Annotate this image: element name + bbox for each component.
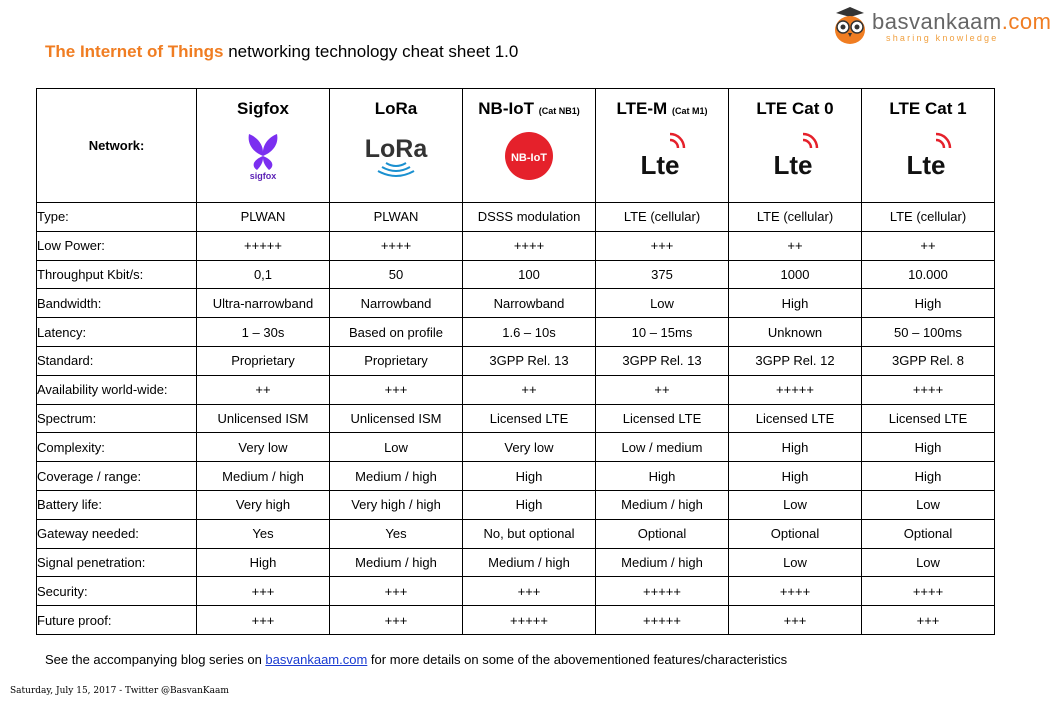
table-cell: Very high: [197, 490, 330, 519]
table-cell: High: [862, 462, 995, 491]
table-cell: 3GPP Rel. 13: [463, 346, 596, 375]
table-cell: 100: [463, 260, 596, 289]
footer-prefix: See the accompanying blog series on: [45, 652, 266, 667]
table-cell: Medium / high: [463, 548, 596, 577]
lora-logo-text: LoRa: [364, 135, 428, 163]
table-cell: +++++: [197, 231, 330, 260]
sigfox-logo-icon: [233, 130, 293, 182]
table-cell: PLWAN: [330, 203, 463, 232]
table-cell: Yes: [330, 519, 463, 548]
row-label: Bandwidth:: [37, 289, 197, 318]
table-cell: LTE (cellular): [596, 203, 729, 232]
header-row: [37, 89, 995, 203]
table-cell: 3GPP Rel. 8: [862, 346, 995, 375]
table-cell: Unlicensed ISM: [197, 404, 330, 433]
table-cell: High: [463, 462, 596, 491]
table-cell: Low: [729, 490, 862, 519]
table-cell: Proprietary: [330, 346, 463, 375]
blog-link[interactable]: basvankaam.com: [265, 652, 368, 667]
table-row: [37, 519, 995, 548]
table-cell: Licensed LTE: [463, 404, 596, 433]
table-cell: 3GPP Rel. 13: [596, 346, 729, 375]
comparison-table: [36, 88, 995, 635]
nb-iot-logo-icon: [503, 130, 555, 182]
lte-logo-text: Lte: [640, 150, 680, 180]
table-cell: ++++: [463, 231, 596, 260]
table-cell: Narrowband: [463, 289, 596, 318]
table-cell: 0,1: [197, 260, 330, 289]
table-row: [37, 231, 995, 260]
table-cell: Low: [596, 289, 729, 318]
row-label: Latency:: [37, 318, 197, 347]
table-cell: ++: [463, 375, 596, 404]
table-cell: Licensed LTE: [596, 404, 729, 433]
table-cell: Ultra-narrowband: [197, 289, 330, 318]
col-name: LoRa: [374, 99, 418, 118]
table-cell: ++: [862, 231, 995, 260]
table-cell: Low: [862, 548, 995, 577]
table-cell: Medium / high: [596, 490, 729, 519]
row-label: Signal penetration:: [37, 548, 197, 577]
table-cell: Unknown: [729, 318, 862, 347]
table-cell: Optional: [729, 519, 862, 548]
table-row: [37, 346, 995, 375]
table-cell: 1 – 30s: [197, 318, 330, 347]
table-cell: 50: [330, 260, 463, 289]
col-head-nb-iot: [463, 89, 596, 203]
sigfox-logo-text: sigfox: [249, 171, 277, 181]
table-cell: +++: [463, 577, 596, 606]
row-label: Spectrum:: [37, 404, 197, 433]
col-head-lte-cat-0: [729, 89, 862, 203]
table-cell: PLWAN: [197, 203, 330, 232]
table-cell: High: [729, 462, 862, 491]
table-cell: Low / medium: [596, 433, 729, 462]
table-cell: No, but optional: [463, 519, 596, 548]
col-name: LTE-M: [616, 99, 668, 118]
table-cell: 1.6 – 10s: [463, 318, 596, 347]
row-label: Availability world-wide:: [37, 375, 197, 404]
logo-brand: [872, 9, 1051, 35]
table-row: [37, 260, 995, 289]
lte-logo-text: Lte: [773, 150, 813, 180]
table-cell: Optional: [862, 519, 995, 548]
table-cell: High: [729, 289, 862, 318]
title-highlight: The Internet of Things: [45, 42, 224, 61]
row-label: Complexity:: [37, 433, 197, 462]
table-cell: High: [596, 462, 729, 491]
col-head-lora: [330, 89, 463, 203]
table-cell: Medium / high: [330, 462, 463, 491]
table-cell: 10 – 15ms: [596, 318, 729, 347]
row-label: Standard:: [37, 346, 197, 375]
table-cell: Yes: [197, 519, 330, 548]
table-cell: High: [862, 433, 995, 462]
table-row: [37, 203, 995, 232]
table-cell: 3GPP Rel. 12: [729, 346, 862, 375]
logo-brand-main: basvankaam: [872, 9, 1002, 34]
col-name: LTE Cat 0: [756, 99, 834, 118]
table-cell: +++: [330, 577, 463, 606]
col-name: NB-IoT: [478, 99, 534, 118]
print-timestamp: Saturday, July 15, 2017 - Twitter @BasvanKaam: [10, 686, 229, 696]
table-cell: Unlicensed ISM: [330, 404, 463, 433]
table-cell: +++: [330, 606, 463, 635]
table-row: [37, 490, 995, 519]
row-label: Type:: [37, 203, 197, 232]
table-cell: Very low: [197, 433, 330, 462]
table-cell: Proprietary: [197, 346, 330, 375]
table-row: [37, 577, 995, 606]
table-cell: Medium / high: [197, 462, 330, 491]
network-label: Network:: [37, 89, 197, 203]
table-cell: DSSS modulation: [463, 203, 596, 232]
table-body: [37, 89, 995, 635]
row-label: Security:: [37, 577, 197, 606]
table-cell: +++: [330, 375, 463, 404]
table-cell: Narrowband: [330, 289, 463, 318]
table-cell: Licensed LTE: [729, 404, 862, 433]
table-cell: 1000: [729, 260, 862, 289]
row-label: Battery life:: [37, 490, 197, 519]
table-cell: Very high / high: [330, 490, 463, 519]
table-cell: ++: [197, 375, 330, 404]
table-cell: Low: [729, 548, 862, 577]
table-cell: ++: [729, 231, 862, 260]
table-cell: Very low: [463, 433, 596, 462]
table-cell: +++++: [463, 606, 596, 635]
table-cell: +++: [862, 606, 995, 635]
logo-tagline: sharing knowledge: [886, 33, 999, 43]
logo-brand-domain: .com: [1001, 9, 1051, 34]
table-cell: Based on profile: [330, 318, 463, 347]
lora-logo-icon: [356, 133, 436, 179]
footer-note: [45, 652, 787, 667]
table-row: [37, 606, 995, 635]
col-sub: (Cat NB1): [538, 106, 580, 116]
table-row: [37, 433, 995, 462]
table-cell: Licensed LTE: [862, 404, 995, 433]
table-cell: ++: [596, 375, 729, 404]
table-cell: ++++: [330, 231, 463, 260]
table-cell: 10.000: [862, 260, 995, 289]
lte-logo-icon: [900, 130, 956, 182]
col-name: LTE Cat 1: [889, 99, 967, 118]
table-row: [37, 548, 995, 577]
table-cell: Medium / high: [596, 548, 729, 577]
basvankaam-logo: [830, 5, 1051, 47]
nb-iot-logo-text: NB-IoT: [510, 152, 548, 164]
lte-logo-text: Lte: [906, 150, 946, 180]
table-cell: +++: [197, 577, 330, 606]
table-row: [37, 289, 995, 318]
col-name: Sigfox: [237, 99, 289, 118]
table-cell: ++++: [862, 577, 995, 606]
table-cell: High: [729, 433, 862, 462]
col-head-lte-cat-1: [862, 89, 995, 203]
row-label: Throughput Kbit/s:: [37, 260, 197, 289]
table-cell: Optional: [596, 519, 729, 548]
table-cell: Medium / high: [330, 548, 463, 577]
owl-icon: [830, 5, 870, 45]
table-cell: Low: [862, 490, 995, 519]
row-label: Future proof:: [37, 606, 197, 635]
table-cell: +++: [729, 606, 862, 635]
col-sub: (Cat M1): [671, 106, 708, 116]
lte-logo-icon: [634, 130, 690, 182]
table-cell: +++++: [596, 577, 729, 606]
table-cell: High: [197, 548, 330, 577]
title-rest: networking technology cheat sheet 1.0: [223, 42, 519, 61]
table-cell: LTE (cellular): [729, 203, 862, 232]
table-cell: 375: [596, 260, 729, 289]
table-row: [37, 462, 995, 491]
row-label: Gateway needed:: [37, 519, 197, 548]
table-cell: +++++: [729, 375, 862, 404]
lte-logo-icon: [767, 130, 823, 182]
footer-suffix: for more details on some of the abovementioned features/characteristics: [367, 652, 788, 667]
table-cell: +++: [197, 606, 330, 635]
table-cell: LTE (cellular): [862, 203, 995, 232]
col-head-lte-m: [596, 89, 729, 203]
row-label: Coverage / range:: [37, 462, 197, 491]
table-cell: +++: [596, 231, 729, 260]
table-cell: +++++: [596, 606, 729, 635]
table-cell: 50 – 100ms: [862, 318, 995, 347]
table-row: [37, 318, 995, 347]
row-label: Low Power:: [37, 231, 197, 260]
table-row: [37, 375, 995, 404]
table-row: [37, 404, 995, 433]
table-cell: ++++: [729, 577, 862, 606]
table-cell: High: [862, 289, 995, 318]
table-cell: Low: [330, 433, 463, 462]
col-head-sigfox: [197, 89, 330, 203]
table-cell: ++++: [862, 375, 995, 404]
page-title: [45, 42, 518, 62]
table-cell: High: [463, 490, 596, 519]
